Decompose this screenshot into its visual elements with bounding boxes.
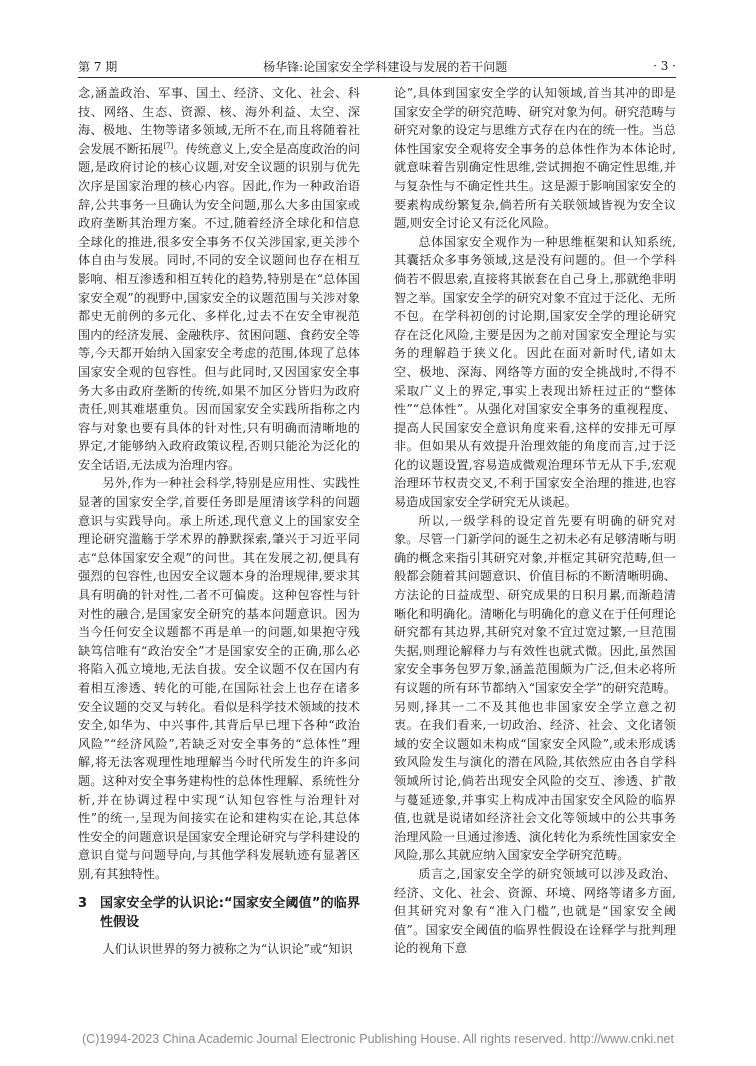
paragraph: 所以,一级学科的设定首先要有明确的研究对象。尽管一门新学问的诞生之初未必有足够清晰与明确的概念来指引其研究对象,并框定其研究范畴,但一般都会随着其问题意识、价值目标的不断清晰明确、方法论的日益成型、研究成果的日积月累,而渐趋清晰化和明确化。清晰化与明确化的意义在于任何理论研究都有其边界,其研究对象不宜过宽过繁,一旦范围失据,则理论解释力与有效性也就式微。因此,虽然国家安全事务包罗万象,涵盖范围颇为广泛,但未必将所有议题的所有环节都纳入“国家安全学”的研究范畴。另则,择其一二不及其他也非国家安全学立意之初衷。在我们看来,一切政治、经济、社会、文化诸领域的安全议题如未构成“国家安全风险”,或未形成诱致风险发生与演化的潜在风险,其依然应由各自学科领域所讨论,倘若出现安全风险的交互、渗透、扩散与蔓延迹象,并事实上构成冲击国家安全风险的临界值,也就是说诸如经济社会文化等领域中的公共事务治理风险一旦通过渗透、演化转化为系统性国家安全风险,那么其就应纳入国家安全学研究范畴。 xyxy=(394,513,676,863)
issue-label: 第 7 期 xyxy=(78,59,118,74)
paragraph-text: 念,涵盖政治、军事、国土、经济、文化、社会、科技、网络、生态、资源、核、海外利益、太空、深海、极地、生物等诸多领域,无所不在,而且将随着社会发展不断拓展 xyxy=(78,86,360,156)
paragraph: 人们认识世界的努力被称之为“认识论”或“知识 xyxy=(102,941,353,956)
paragraph: 另外,作为一种社会科学,特别是应用性、实践性显著的国家安全学,首要任务即是厘清该学科的问题意识与实践导向。承上所述,现代意义上的国家安全理论研究滥觞于学术界的静默探索,肇兴于习近平同志“总体国家安全观”的问世。其在发展之初,便具有强烈的包容性,也因安全议题本身的治理规律,要求其具有明确的针对性,二者不可偏废。这种包容性与针对性的融合,是国家安全研究的基本问题意识。因为当今任何安全议题都不再是单一的问题,如果抱守残缺笃信唯有“政治安全”才是国家安全的正确,那么必将陷入孤立境地,无法自拔。安全议题不仅在国内有着相互渗透、转化的可能,在国际社会上也存在诸多安全议题的交叉与转化。看似是科学技术领域的技术安全,如华为、中兴事件,其背后早已埋下各种“政治风险”“经济风险”,若缺乏对安全事务的“总体性”理解,将无法客观理性地理解当今时代所发生的许多问题。这种对安全事务建构性的总体性理解、系统性分析,并在协调过程中实现“认知包容性与治理针对性”的统一,呈现为间接实在论和建构实在论,其总体性安全的问题意识是国家安全理论研究与学科建设的意识自觉与问题导向,与其他学科发展轨迹有显著区别,有其独特性。 xyxy=(78,476,360,881)
section-number: 3 xyxy=(78,895,88,911)
page-number: · 3 · xyxy=(653,59,676,73)
section-heading xyxy=(78,894,360,932)
citation-ref[interactable]: [7] xyxy=(163,141,174,150)
paragraph-continued xyxy=(78,84,360,474)
right-column xyxy=(394,84,676,958)
paragraph: 总体国家安全观作为一种思维框架和认知系统,其囊括众多事务领域,这是没有问题的。但一个学科倘若不假思索,直接将其嵌套在自己身上,那就绝非明智之举。国家安全学的研究对象不宜过于泛化、无所不包。在学科初创的讨论期,国家安全学的理论研究存在泛化风险,主要是因为之前对国家安全理论与实务的理解趋于狭义化。因此在面对新时代,诸如太空、极地、深海、网络等方面的安全挑战时,不得不采取广义上的界定,事实上表现出矫枉过正的“整体性”“总体性”。从强化对国家安全事务的重视程度、提高人民国家安全意识角度来看,这样的安排无可厚非。但如果从有效提升治理效能的角度而言,过于泛化的议题设置,容易造成微观治理环节无从下手,宏观治理环节权责交叉,不利于国家安全治理的推进,也容易造成国家安全学研究无从谈起。 xyxy=(394,234,676,510)
paragraph: 质言之,国家安全学的研究领域可以涉及政治、经济、文化、社会、资源、环境、网络等诸多方面,但其研究对象有“准入门槛”,也就是“国家安全阈值”。国家安全阈值的临界性假设在诠释学与批判理论的视角下意 xyxy=(394,866,676,956)
header-rule xyxy=(78,77,676,78)
left-column xyxy=(78,84,360,958)
copyright-footer: (C)1994-2023 China Academic Journal Electronic Publishing House. All rights reserved. http://www.cnki.net xyxy=(82,1032,674,1046)
paragraph-text: 。传统意义上,安全是高度政治的问题,是政府讨论的核心议题,对安全议题的识别与优先次序是国家治理的核心内容。因此,作为一种政治语辞,公共事务一旦确认为安全问题,那么大多由国家或政府垄断其治理方案。不过,随着经济全球化和信息全球化的推进,很多安全事务不仅关涉国家,更关涉个体自由与发展。同时,不同的安全议题间也存在相互影响、相互渗透和相互转化的趋势,特别是在“总体国家安全观”的视野中,国家安全的议题范围与关涉对象都史无前例的多元化、多样化,过去不在安全审视范围内的经济发展、金融秩序、贫困问题、食药安全等等,今天都开始纳入国家安全考虑的范围,体现了总体国家安全观的包容性。但与此同时,又因国家安全事务大多由政府垄断的传统,如果不加区分皆归为政府责任,则其难堪重负。因而国家安全实践所指称之内容与对象也要有具体的针对性,只有明确而清晰地的界定,才能够纳入政府政策议程,否则只能沦为泛化的安全话语,无法成为治理内容。 xyxy=(78,141,361,472)
section-title: 国家安全学的认识论:“国家安全阈值”的临界性假设 xyxy=(100,895,360,930)
paragraph-continued: 论”,具体到国家安全学的认知领域,首当其冲的即是国家安全学的研究范畴、研究对象为何。研究范畴与研究对象的设定与思维方式存在内在的统一性。当总体性国家安全观将安全事务的总体性作为本体论时,就意味着告别确定性思维,尝试拥抱不确定性思维,并与复杂性与不确定性共生。这是源于影响国家安全的要素构成纷繁复杂,倘若所有关联领域皆视为安全议题,则安全讨论又有泛化风险。 xyxy=(394,86,676,231)
running-header xyxy=(78,56,676,76)
running-title: 杨华锋:论国家安全学科建设与发展的若干问题 xyxy=(263,59,508,74)
